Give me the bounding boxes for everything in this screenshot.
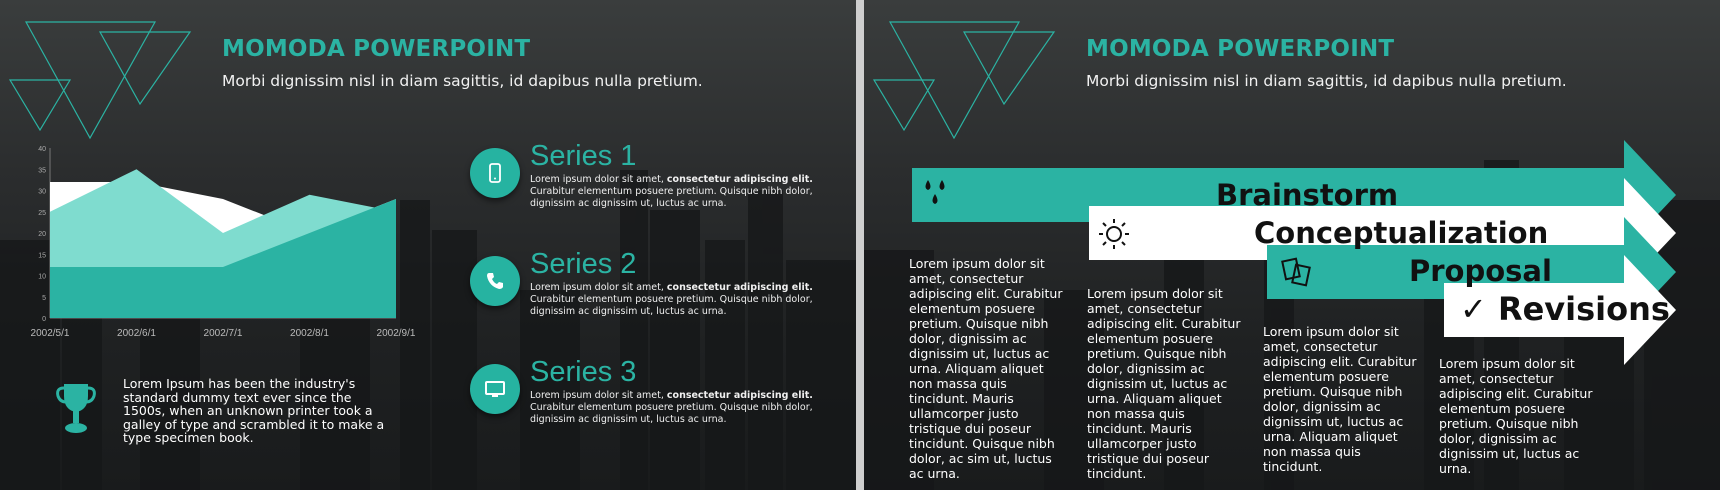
step-description-revisions: Lorem ipsum dolor sit amet, consectetur adipiscing elit. Curabitur elementum posuere pretium. Quisque nibh dolor, dignissim ac dignissim ut, luctus ac urna. <box>1439 356 1593 476</box>
series-block-1 <box>470 140 830 220</box>
slide-subtitle: Morbi dignissim nisl in diam sagittis, id dapibus nulla pretium. <box>222 72 703 90</box>
slide-left[interactable] <box>0 0 856 490</box>
y-tick-label: 5 <box>42 294 46 302</box>
checkmark-icon: ✓ <box>1460 290 1487 328</box>
series-title: Series 1 <box>530 140 637 172</box>
monitor-icon <box>470 364 520 414</box>
slide-title: MOMODA POWERPOINT <box>1086 36 1395 62</box>
x-tick-label: 2002/7/1 <box>203 328 243 339</box>
y-tick-label: 40 <box>38 146 46 153</box>
x-tick-label: 2002/6/1 <box>117 328 156 339</box>
y-tick-label: 25 <box>38 209 46 217</box>
cards-icon <box>1280 255 1314 289</box>
y-tick-label: 0 <box>42 316 46 323</box>
step-description-brainstorm: Lorem ipsum dolor sit amet, consectetur adipiscing elit. Curabitur elementum posuere pretium. Quisque nibh dolor, dignissim ac dignissim ut, luctus ac urna. Aliquam aliquet non massa quis tincidunt. Mauris ullamcorper justo tristique dui poseur tincidunt. Quisque nibh dolor, ac sim ut, luctus ac urna. <box>909 256 1063 481</box>
series-description <box>530 390 820 426</box>
slide-title: MOMODA POWERPOINT <box>222 36 531 62</box>
sun-icon <box>1096 216 1132 252</box>
series-description-lead: Lorem ipsum dolor sit amet, <box>530 390 667 401</box>
series-title: Series 3 <box>530 356 637 388</box>
series-description-rest: Curabitur elementum posuere pretium. Quisque nibh dolor, dignissim ac dignissim ut, luctus ac urna. <box>530 186 813 209</box>
droplets-icon <box>922 178 956 210</box>
trophy-icon <box>56 380 96 436</box>
slide-subtitle: Morbi dignissim nisl in diam sagittis, id dapibus nulla pretium. <box>1086 72 1567 90</box>
series-description <box>530 174 820 210</box>
x-tick-label: 2002/5/1 <box>30 328 70 339</box>
y-tick-label: 20 <box>38 231 46 238</box>
handset-icon <box>470 256 520 306</box>
series-description <box>530 282 820 318</box>
step-label-revisions-text: Revisions <box>1497 290 1670 328</box>
area-chart <box>26 140 426 350</box>
triangle-decoration <box>0 0 200 150</box>
series-description-rest: Curabitur elementum posuere pretium. Quisque nibh dolor, dignissim ac dignissim ut, luctus ac urna. <box>530 294 813 317</box>
series-title: Series 2 <box>530 248 637 280</box>
y-tick-label: 35 <box>38 167 46 175</box>
x-tick-label: 2002/8/1 <box>290 328 329 339</box>
slide-divider <box>856 0 864 490</box>
y-tick-label: 15 <box>38 252 46 260</box>
series-block-3 <box>470 356 830 436</box>
y-tick-label: 10 <box>38 273 46 281</box>
series-description-bold: consectetur adipiscing elit. <box>666 174 813 185</box>
step-label-conceptualization: Conceptualization <box>1254 216 1549 250</box>
series-description-bold: consectetur adipiscing elit. <box>666 390 813 401</box>
series-description-rest: Curabitur elementum posuere pretium. Quisque nibh dolor, dignissim ac dignissim ut, luctus ac urna. <box>530 402 813 425</box>
slide-right[interactable] <box>864 0 1720 490</box>
series-block-2 <box>470 248 830 328</box>
series-description-lead: Lorem ipsum dolor sit amet, <box>530 282 667 293</box>
step-description-proposal: Lorem ipsum dolor sit amet, consectetur adipiscing elit. Curabitur elementum posuere pretium. Quisque nibh dolor, dignissim ac dignissim ut, luctus ac urna. Aliquam aliquet non massa quis tincidunt. <box>1263 324 1417 474</box>
trophy-description: Lorem Ipsum has been the industry's standard dummy text ever since the 1500s, when an unknown printer took a galley of type and scrambled it to make a type specimen book. <box>123 376 385 445</box>
step-label-proposal: Proposal <box>1409 254 1552 288</box>
series-description-lead: Lorem ipsum dolor sit amet, <box>530 174 667 185</box>
y-tick-label: 30 <box>38 188 46 196</box>
phone-icon <box>470 148 520 198</box>
step-label-brainstorm: Brainstorm <box>1216 178 1399 212</box>
step-label-revisions <box>1460 290 1670 328</box>
series-description-bold: consectetur adipiscing elit. <box>666 282 813 293</box>
x-tick-label: 2002/9/1 <box>376 328 416 339</box>
step-description-conceptualization: Lorem ipsum dolor sit amet, consectetur adipiscing elit. Curabitur elementum posuere pretium. Quisque nibh dolor, dignissim ac dignissim ut, luctus ac urna. Aliquam aliquet non massa quis tincidunt. Mauris ullamcorper justo tristique dui poseur tincidunt. <box>1087 286 1241 481</box>
